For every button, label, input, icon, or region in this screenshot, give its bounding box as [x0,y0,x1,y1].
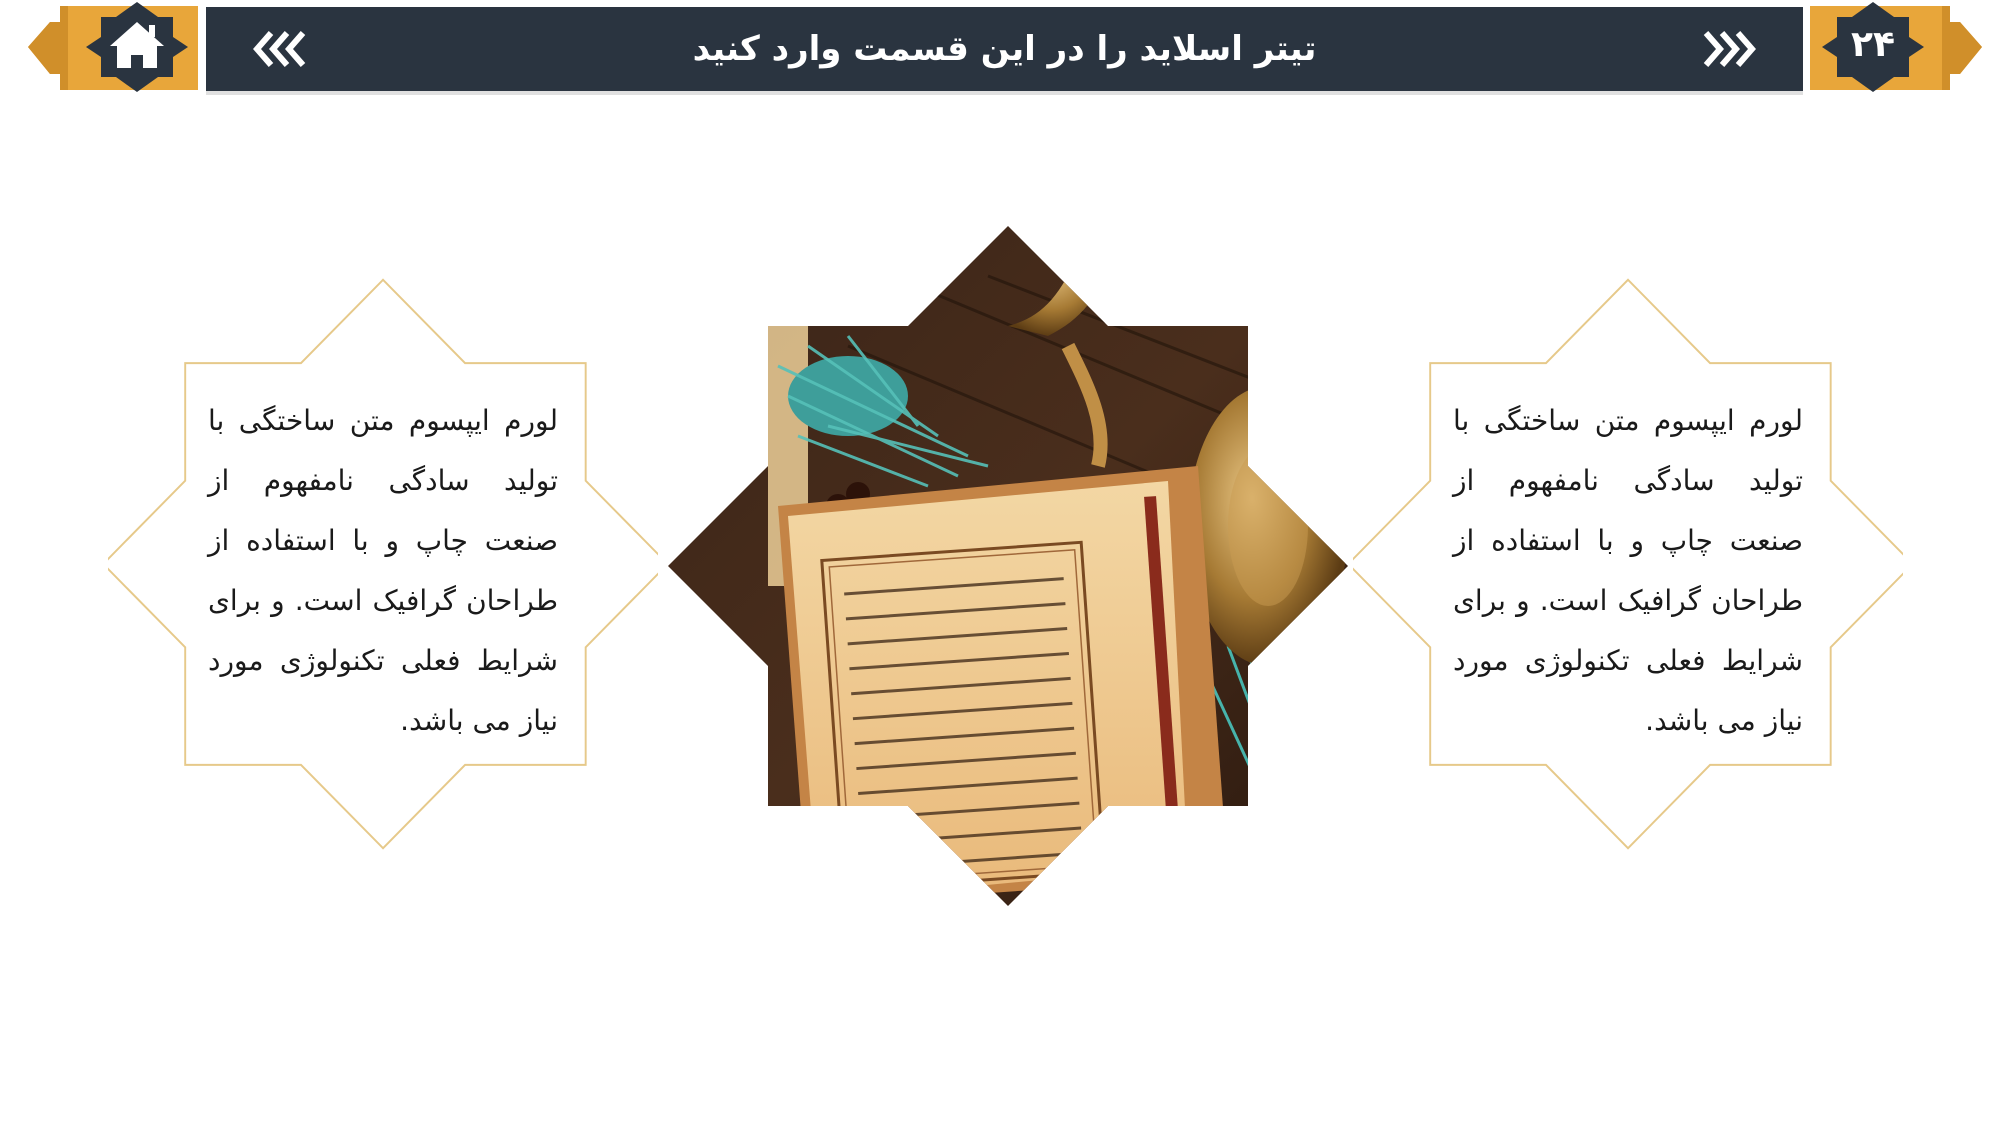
home-button[interactable] [28,0,200,100]
page-title: تیتر اسلاید را در این قسمت وارد کنید [692,29,1317,69]
page-number: ۲۴ [1851,24,1895,65]
next-slide-button[interactable] [1700,29,1758,69]
right-text-panel [1353,275,1903,855]
home-icon [28,0,200,100]
quran-photo [668,226,1348,906]
left-panel-text: لورم ایپسوم متن ساختگی با تولید سادگی نامفهوم از صنعت چاپ و با استفاده از طراحان گرافیک است. و برای شرایط فعلی تکنولوژی مورد نیاز می باشد. [208,404,558,737]
page-number-badge [1810,0,1982,100]
quran-image [668,226,1348,906]
left-text-panel [108,275,658,855]
right-panel-text: لورم ایپسوم متن ساختگی با تولید سادگی نامفهوم از صنعت چاپ و با استفاده از طراحان گرافیک است. و برای شرایط فعلی تکنولوژی مورد نیاز می باشد. [1453,404,1803,737]
page-badge-shape [1810,0,1982,100]
header-bar [206,7,1803,91]
triple-chevron-right-icon [1700,29,1758,69]
